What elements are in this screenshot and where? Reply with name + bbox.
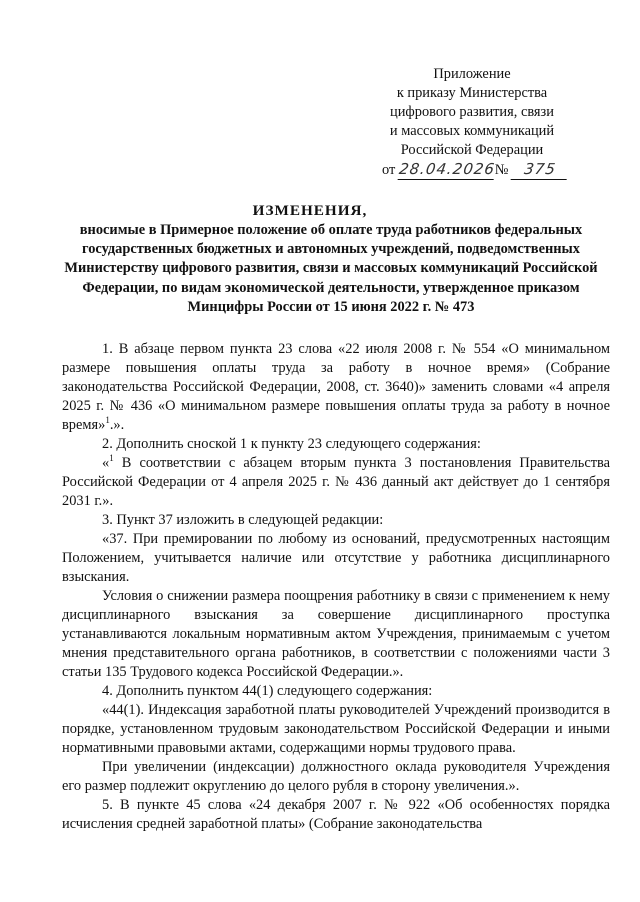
appendix-line: цифрового развития, связи [390,104,554,120]
appendix-line: Российской Федерации [400,142,544,158]
paragraph-6: Условия о снижении размера поощрения работнику в связи с применением к нему дисциплинарного взыскания за совершение дисциплинарного проступка устанавливаются локальным нормативным актом Учреждения, принимаемым с учетом мнения представительного органа работников, в соответствии с положениями части 3 статьи 135 Трудового кодекса Российской Федерации.». [62,588,610,680]
date-prefix: от [382,162,396,178]
paragraph-7: 4. Дополнить пунктом 44(1) следующего содержания: [102,683,433,699]
paragraph-text: .». [109,417,125,433]
document-subtitle: вносимые в Примерное положение об оплате труда работников федеральных государственных бюджетных и автономных учреждений, подведомственных Министерству цифрового развития, связи и массовых коммуникаций Российской Федерации, по видам экономической деятельности, утвержденное приказом Минцифры России от 15 июня 2022 г. № 473 [64,222,598,315]
document-body [62,340,610,834]
order-date-line [352,160,592,180]
paragraph-1 [62,340,610,435]
footnote-mark: 1 [105,415,110,426]
handwritten-date: 28.04.2026 [397,160,497,178]
paragraph-5: «37. При премировании по любому из оснований, предусмотренных настоящим Положением, учитывается наличие или отсутствие у работника дисциплинарного взыскания. [62,531,610,585]
handwritten-order-number: 375 [511,160,570,180]
appendix-line: к приказу Министерства [396,85,548,101]
paragraph-4: 3. Пункт 37 изложить в следующей редакции: [102,512,384,528]
appendix-block [352,65,592,180]
paragraph-2: 2. Дополнить сноской 1 к пункту 23 следующего содержания: [102,436,481,452]
appendix-line: Приложение [433,66,511,82]
footnote-mark: 1 [109,453,114,464]
paragraph-8: «44(1). Индексация заработной платы руководителей Учреждений производится в порядке, установленном трудовым законодательством Российской Федерации и иными нормативными правовыми актами, содержащими нормы трудового права. [62,702,610,756]
number-sign: № [494,162,509,178]
appendix-line: и массовых коммуникаций [389,123,555,139]
paragraph-9: При увеличении (индексации) должностного оклада руководителя Учреждения его размер подлежит округлению до целого рубля в сторону увеличения.». [62,759,610,794]
paragraph-3 [62,454,610,511]
paragraph-text: 1. В абзаце первом пункта 23 слова «22 июля 2008 г. № 554 «О минимальном размере повышения оплаты труда за работу в ночное время» (Собрание законодательства Российской Федерации, 2008, ст. 3640)» заменить словами «4 апреля 2025 г. № 436 «О минимальном размере повышения оплаты труда за работу в ночное время» [62,341,610,433]
paragraph-text: В соответствии с абзацем вторым пункта 3 постановления Правительства Российской Федерации от 4 апреля 2025 г. № 436 данный акт действует до 1 сентября 2031 г.». [62,455,610,509]
paragraph-text: « [102,455,110,471]
paragraph-10: 5. В пункте 45 слова «24 декабря 2007 г. № 922 «Об особенностях порядка исчисления средней заработной платы» (Собрание законодательства [62,797,610,832]
document-title: ИЗМЕНЕНИЯ, [252,202,368,219]
